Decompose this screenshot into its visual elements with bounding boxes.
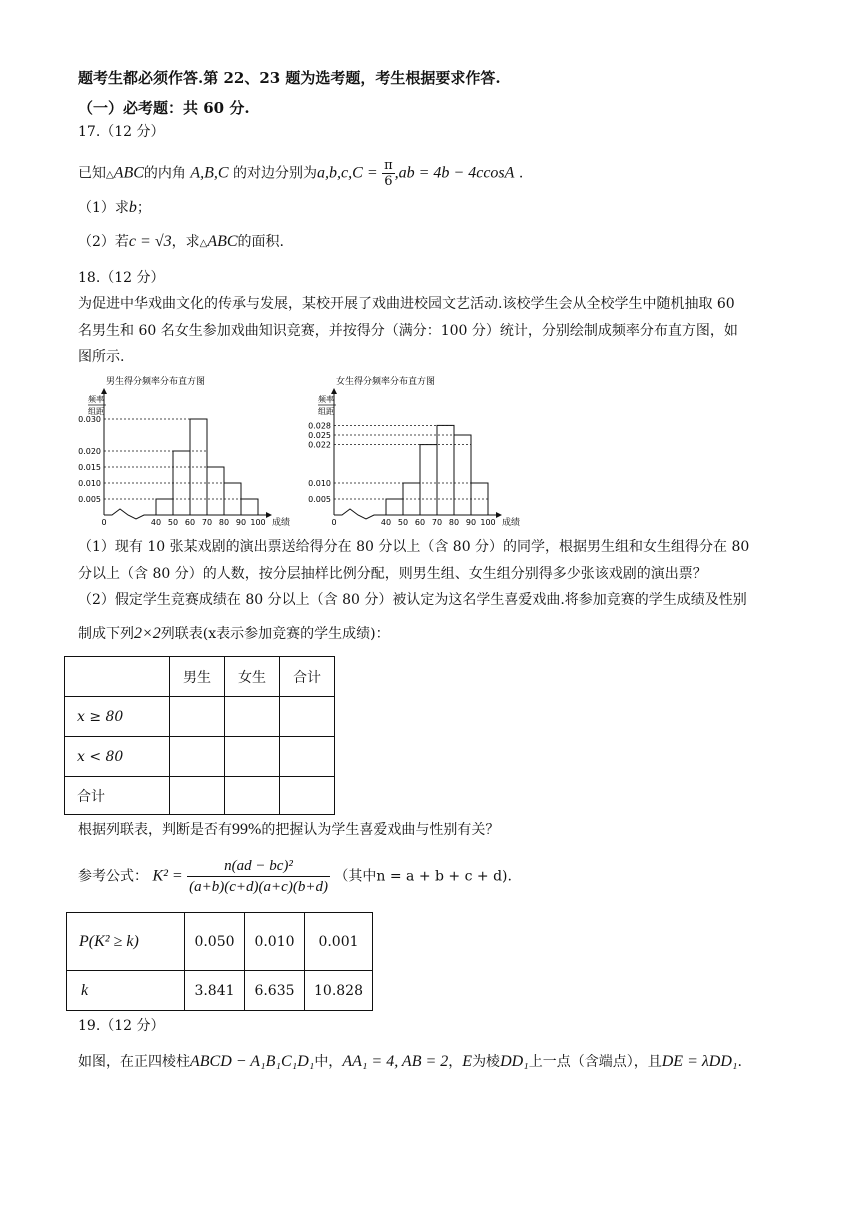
x-tick-label: 0	[101, 518, 107, 527]
histogram-bar	[420, 445, 437, 515]
q19-mid: 中，	[314, 1054, 343, 1070]
k-table-cell: 10.828	[305, 971, 373, 1011]
table-header-cell	[65, 657, 170, 697]
ref-fraction: $\frac{\text{n(ad − bc)²}}{(a+b)(c+d)(a+c)(b+d)}$	[189, 858, 328, 895]
q17-part2-prefix: （2）若	[78, 234, 129, 250]
table-row-label: x < 80	[65, 737, 170, 777]
table-cell	[170, 737, 225, 777]
q18-part2-mid: 列联表	[160, 626, 203, 642]
triangle-abc-2: ABC	[207, 233, 238, 250]
question-18-number: 18.（12 分）	[78, 270, 165, 286]
y-tick-label: 0.030	[78, 415, 101, 424]
table-cell	[280, 737, 335, 777]
x-tick-label: 100	[250, 518, 266, 527]
y-tick-label: 0.022	[308, 440, 331, 450]
q19-relation: DE = λDD₁	[661, 1053, 738, 1070]
table-header-cell: 男生	[170, 657, 225, 697]
question-19-number: 19.（12 分）	[78, 1018, 165, 1034]
q18-judge-suffix: 的把握认为学生喜爱戏曲与性别有关？	[261, 822, 500, 838]
triangle-symbol-2: △	[199, 238, 208, 249]
x-tick-label: 0	[331, 518, 337, 527]
x-tick-label: 90	[465, 518, 477, 527]
triangle-abc: ABC	[113, 164, 144, 182]
x-tick-label: 60	[184, 518, 196, 527]
x-tick-label: 70	[431, 518, 443, 527]
table-cell	[225, 697, 280, 737]
table-cell	[280, 697, 335, 737]
k-table-cell: 3.841	[185, 971, 245, 1011]
female-score-histogram	[302, 370, 542, 530]
q17-stem-mid: 的内角	[143, 165, 186, 182]
x-tick-label: 70	[201, 518, 213, 527]
question-17-number: 17.（12 分）	[78, 124, 165, 140]
q17-part2-suffix: 的面积.	[237, 234, 284, 250]
chart-title: 女生得分频率分布直方图	[336, 377, 436, 387]
reference-formula	[78, 856, 512, 897]
k-table-cell: 6.635	[245, 971, 305, 1011]
triangle-symbol: △	[106, 169, 114, 181]
q17-part2-eq: c = √3	[128, 233, 172, 250]
y-tick-label: 0.020	[78, 447, 101, 456]
table-cell	[170, 777, 225, 815]
histogram-bar	[207, 467, 224, 515]
histogram-bar	[454, 435, 471, 515]
table-cell	[280, 777, 335, 815]
q17-part2	[78, 232, 284, 254]
q19-prefix: 如图，在正四棱柱	[78, 1054, 190, 1070]
side-names: a,b,c,C =	[317, 164, 378, 182]
table-header-cell: 女生	[225, 657, 280, 697]
q17-stem-prefix: 已知	[78, 165, 106, 182]
q17-part1-var: b	[128, 199, 137, 216]
table-row-label: 合计	[65, 777, 170, 815]
x-axis-label: 成绩	[502, 518, 521, 528]
y-tick-label: 0.010	[308, 479, 331, 488]
q18-part2-prefix: 制成下列	[78, 626, 134, 642]
x-axis-label: 成绩	[272, 518, 291, 528]
q18-para-line3: 图所示.	[78, 349, 125, 365]
question-17-stem	[78, 158, 523, 189]
y-tick-label: 0.005	[78, 495, 101, 504]
q18-para-line2: 名男生和 60 名女生参加戏曲知识竞赛，并按得分（满分：100 分）统计，分别绘制成频率分布直方图，如	[78, 323, 738, 339]
x-tick-label: 60	[414, 518, 426, 527]
pi-over-6: $\frac{\pi}{6}$	[384, 158, 393, 189]
q19-prism: ABCD − A₁B₁C₁D₁	[190, 1053, 315, 1070]
q19-mid3: 为棱	[472, 1054, 501, 1070]
x-tick-label: 80	[218, 518, 230, 527]
q18-part1-line1: （1）现有 10 张某戏剧的演出票送给得分在 80 分以上（含 80 分）的同学，根据男生组和女生组得分在 80	[78, 539, 750, 555]
q19-stem	[78, 1052, 742, 1072]
y-axis-label: 组距	[318, 407, 334, 416]
q17-condition: ,ab = 4b − 4ccosA	[394, 164, 515, 182]
q19-given: AA₁ = 4, AB = 2	[342, 1053, 449, 1070]
x-tick-label: 40	[380, 518, 392, 527]
q18-part2-line1: （2）假定学生竞赛成绩在 80 分以上（含 80 分）被认定为这名学生喜爱戏曲.将参加竞赛的学生成绩及性别	[78, 592, 747, 608]
histogram-bar	[156, 499, 173, 515]
q17-stem-mid2: 的对边分别为	[233, 165, 318, 182]
chart-title: 男生得分频率分布直方图	[106, 377, 206, 387]
critical-value-table	[66, 912, 373, 1011]
q17-part2-mid: ，求	[171, 234, 200, 250]
two-by-two: 2×2	[134, 625, 161, 642]
ref-label: 参考公式：	[78, 868, 148, 885]
y-tick-label: 0.015	[78, 463, 101, 472]
x-tick-label: 50	[167, 518, 179, 527]
x-tick-label: 40	[150, 518, 162, 527]
y-axis-label: 频率	[88, 395, 104, 404]
k-table-row-label: P(K² ≥ k)	[67, 913, 185, 971]
q17-part1	[78, 198, 151, 218]
x-tick-label: 80	[448, 518, 460, 527]
k-table-cell: 0.001	[305, 913, 373, 971]
ref-where: （其中n = a + b + c + d).	[334, 868, 512, 885]
angle-names: A,B,C	[190, 164, 229, 182]
q19-mid4: 上一点（含端点），且	[528, 1054, 662, 1070]
male-score-histogram	[72, 370, 312, 530]
ref-k-squared: K² =	[152, 867, 183, 885]
section-intro: 题考生都必须作答.第 22、23 题为选考题，考生根据要求作答.	[78, 69, 501, 87]
x-tick-label: 100	[480, 518, 496, 527]
y-tick-label: 0.010	[78, 479, 101, 488]
table-header-cell: 合计	[280, 657, 335, 697]
q18-judge	[78, 820, 499, 840]
y-axis-label: 组距	[88, 407, 104, 416]
y-tick-label: 0.025	[308, 431, 331, 440]
contingency-table	[64, 656, 335, 815]
q18-judge-prefix: 根据列联表，判断是否有	[78, 822, 232, 838]
q18-para-line1: 为促进中华戏曲文化的传承与发展，某校开展了戏曲进校园文艺活动.该校学生会从全校学生中随机抽取 60	[78, 296, 735, 312]
q19-edge: DD₁	[500, 1053, 529, 1070]
y-axis-arrow	[331, 388, 337, 394]
k-table-cell: 0.050	[185, 913, 245, 971]
q17-part1-prefix: （1）求	[78, 200, 129, 216]
y-axis-label: 频率	[318, 395, 334, 404]
q17-part1-suffix: ；	[136, 200, 151, 216]
y-tick-label: 0.028	[308, 421, 331, 431]
k-table-row-label: k	[67, 971, 185, 1011]
table-row-label: x ≥ 80	[65, 697, 170, 737]
q19-period: .	[737, 1054, 742, 1070]
section-title: （一）必考题：共 60 分.	[78, 99, 250, 117]
x-tick-label: 90	[235, 518, 247, 527]
y-axis-arrow	[101, 388, 107, 394]
q18-part1-line2: 分以上（含 80 分）的人数，按分层抽样比例分配，则男生组、女生组分别得多少张该戏剧的演出票？	[78, 566, 707, 582]
q18-part2-paren: (x表示参加竞赛的学生成绩)：	[202, 626, 390, 642]
histogram-bar	[437, 425, 454, 515]
q17-period: .	[518, 165, 524, 182]
table-cell	[225, 777, 280, 815]
table-cell	[225, 737, 280, 777]
y-tick-label: 0.005	[308, 495, 331, 504]
k-table-cell: 0.010	[245, 913, 305, 971]
q18-part2-line2	[78, 624, 390, 644]
histogram-bar	[386, 499, 403, 515]
table-cell	[170, 697, 225, 737]
q19-mid2: ，	[448, 1054, 463, 1070]
x-tick-label: 50	[397, 518, 409, 527]
histogram-bar	[241, 499, 258, 515]
q19-point-e: E	[462, 1053, 473, 1070]
q18-judge-pct: 99%	[232, 821, 262, 838]
